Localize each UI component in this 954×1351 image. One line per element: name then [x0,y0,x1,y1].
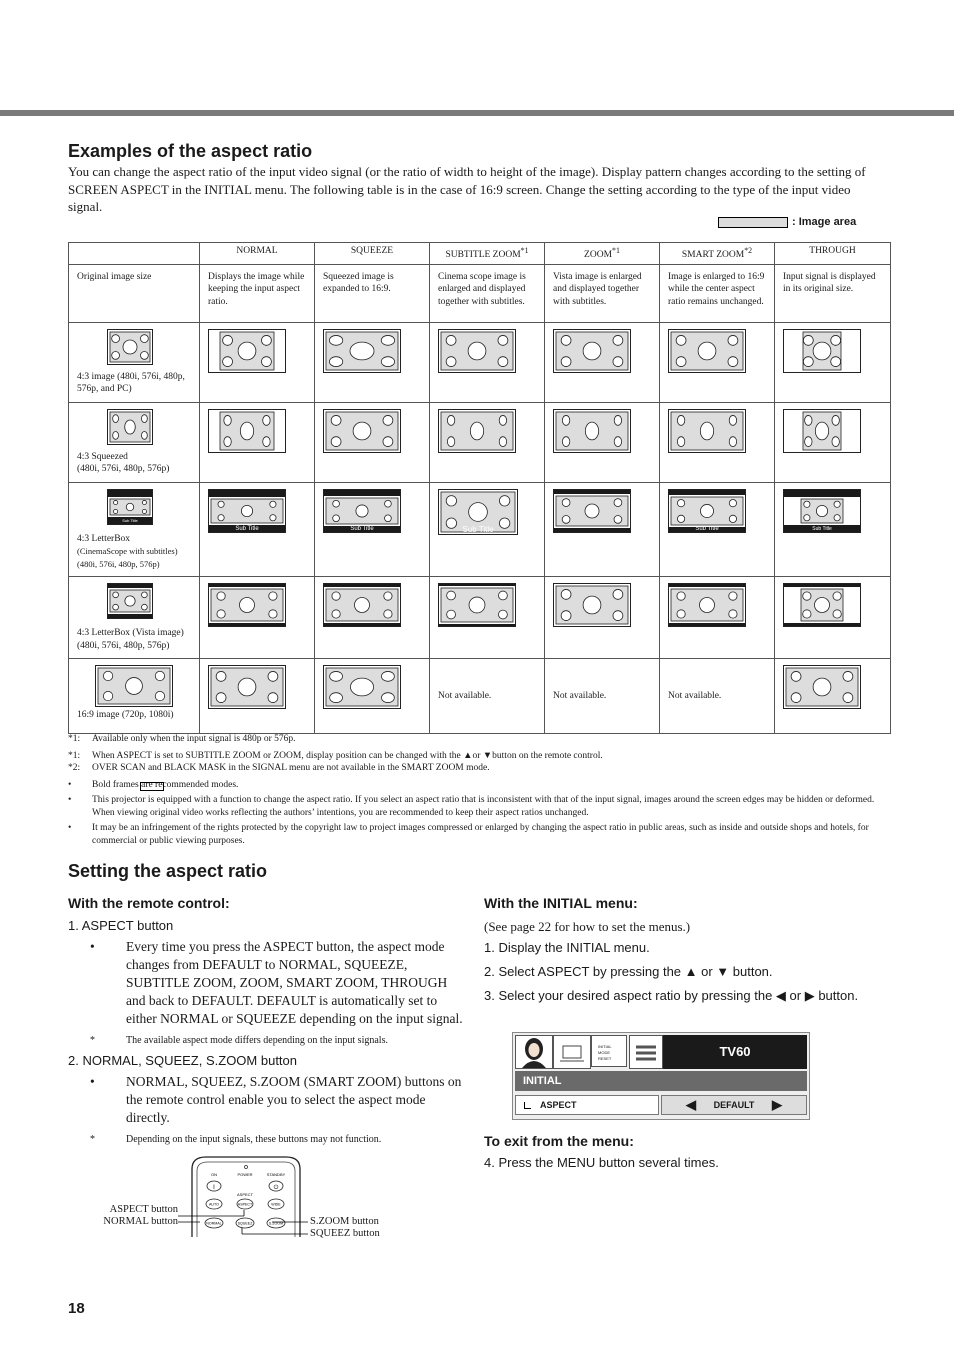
header-normal: NORMAL [200,243,315,265]
row-label-cell [69,322,200,402]
menu-steps [484,918,884,1005]
table-row [69,482,891,577]
thumb-cell [775,482,891,577]
remote-label-aspect: ASPECT [236,1192,254,1197]
image-area-thumbnail [783,489,861,533]
bullet-note: • Bold frames are recommended modes. [68,779,239,790]
image-area-thumbnail [668,329,746,373]
image-area-thumbnail [323,583,401,627]
portrait-icon [515,1035,553,1069]
item-marker-icon [524,1102,531,1109]
not-available-zoom: Not available. [545,659,660,734]
thumb-cell [430,322,545,402]
footnotes [68,733,888,847]
page-number: 18 [68,1300,85,1317]
arrow-left-icon[interactable]: ◀ [686,1097,696,1112]
image-area-thumbnail [438,489,518,535]
exit-step: 4. Press the MENU button several times. [484,1155,719,1170]
callout-szoom: S.ZOOM button [310,1216,379,1227]
desc-smart-zoom: Image is enlarged to 16:9 while the center aspect ratio remains unchanged. [660,264,775,322]
image-area-thumbnail [323,665,401,709]
row-label-cell [69,482,200,577]
footnote: *1: Available only when the input signal is 480p or 576p. [68,734,296,744]
image-area-thumbnail [783,329,861,373]
desc-subtitle-zoom: Cinema scope image is enlarged and displayed together with subtitles. [430,264,545,322]
header-smart-zoom: SMART ZOOM$^{*2}$ [660,243,775,265]
thumb-cell [430,482,545,577]
thumb-cell [660,402,775,482]
row-label: 16:9 image (720p, 1080i) [77,710,174,721]
header-through: THROUGH [775,243,891,265]
bullet-note: • This projector is equipped with a function to change the aspect ratio. If you select an aspect ratio that is inconsistent with that of the input signal, images around the screen edges may be hidden or deformed. When viewing original video works reflecting the authors’ intentions, you are recommended to keep their aspect ratios unchanged. [68,795,875,818]
step-normal: 2. NORMAL, SQUEEZ, S.ZOOM button [68,1053,298,1068]
image-area-thumbnail [107,489,153,525]
step-normal-bullet: • NORMAL, SQUEEZ, S.ZOOM (SMART ZOOM) buttons on the remote control enable you to select the aspect mode directly. [90,1074,462,1125]
header-zoom: ZOOM$^{*1}$ [545,243,660,265]
projector-icon [553,1035,591,1069]
row-label: 4:3 LetterBox [77,533,131,544]
step-aspect-note: * The available aspect mode differs depending on the input signals. [90,1035,388,1046]
model-name: TV60 [663,1035,807,1069]
row-label-cell [69,402,200,482]
image-area-thumbnail [553,583,631,627]
not-available-smart-zoom: Not available. [660,659,775,734]
remote-label-on: ON [211,1172,217,1177]
image-area-thumbnail [553,409,631,453]
thumb-cell [660,577,775,659]
image-area-thumbnail [95,665,173,707]
adjust-icon [629,1035,663,1069]
section-title-setting: Setting the aspect ratio [68,861,268,881]
aspect-table [68,242,891,734]
thumb-cell [200,482,315,577]
desc-row-label: Original image size [69,264,200,322]
image-area-thumbnail [323,489,401,533]
row-sublabel: (CinemaScope with subtitles) [77,546,178,557]
image-area-thumbnail [107,329,153,365]
remote-label-wide: WIDE [271,1202,281,1207]
footnote: *2: OVER SCAN and BLACK MASK in the SIGNAL menu are not available in the SMART ZOOM mode. [68,763,490,773]
thumb-cell [775,402,891,482]
remote-callouts-left [88,1204,178,1228]
section-title-examples: Examples of the aspect ratio [68,141,313,161]
image-area-thumbnail [323,329,401,373]
callout-aspect: ASPECT button [109,1204,178,1215]
image-area-thumbnail [783,409,861,453]
svg-text:⏻: ⏻ [273,1185,279,1191]
subtitle-text: Sub Title [235,525,259,532]
row-label: 4:3 Squeezed [77,451,128,462]
svg-text:I: I [213,1185,215,1191]
desc-through: Input signal is displayed in its original size. [775,264,891,322]
step-aspect-bullet: • Every time you press the ASPECT button, the aspect mode changes from DEFAULT to NORMAL, SQUEEZE, SUBTITLE ZOOM, ZOOM, SMART ZOOM, THROUGH and back to DEFAULT. DEFAULT is automatically set to either NORMAL or SQUEEZE depending on the input signal. [90,939,463,1026]
image-area-thumbnail [208,409,286,453]
thumb-cell [200,322,315,402]
subtitle-text: Sub Title [122,517,138,523]
subtitle-text: Sub Title [462,524,494,534]
footnote: *1: When ASPECT is set to SUBTITLE ZOOM or ZOOM, display position can be changed with the ▲or ▼button on the remote control. [68,750,603,761]
thumb-cell [775,659,891,734]
thumb-cell [660,322,775,402]
intro-paragraph: You can change the aspect ratio of the input video signal (or the ratio of width to height of the image). Display pattern changes according to the setting of SCREEN ASPECT in the INITIAL menu. The following table is in the case of 16:9 screen. Change the setting according to the type of the input video signal. [68,164,866,214]
image-area-thumbnail [438,583,516,627]
table-row [69,577,891,659]
thumb-cell [430,402,545,482]
arrow-right-icon[interactable]: ▶ [772,1097,782,1112]
thumb-cell [660,482,775,577]
remote-label-auto: AUTO [209,1202,219,1207]
osd-menu [512,1032,810,1120]
menu-step-3: 3. Select your desired aspect ratio by pressing the ◀ or ▶ button. [484,988,859,1003]
menu-item-aspect[interactable]: ASPECT [515,1095,659,1115]
row-sublabel-2: (480i, 576i, 480p, 576p) [77,558,160,569]
callout-lines [176,1200,386,1240]
thumb-cell [545,482,660,577]
remote-heading: With the remote control: [68,895,230,911]
not-available-subtitle-zoom: Not available. [430,659,545,734]
thumb-cell [315,402,430,482]
remote-label-standby: STANDBY [266,1172,286,1177]
menu-value-aspect[interactable]: ◀ DEFAULT ▶ [661,1095,807,1115]
image-area-thumbnail [208,665,286,709]
header-squeeze: SQUEEZE [315,243,430,265]
table-row [69,402,891,482]
image-area-thumbnail [553,489,631,533]
callout-normal: NORMAL button [103,1216,178,1227]
table-header-row [69,243,891,265]
remote-label-aspect-btn: ASPECT [237,1202,253,1207]
thumb-cell [545,322,660,402]
image-area-thumbnail [668,409,746,453]
image-area-thumbnail [668,489,746,533]
remote-label-power: POWER [237,1172,253,1177]
desc-normal: Displays the image while keeping the input aspect ratio. [200,264,315,322]
thumb-cell [775,322,891,402]
row-sublabel: (480i, 576i, 480p, 576p) [77,640,170,651]
subtitle-text: Sub Title [350,525,374,532]
row-label: 4:3 LetterBox (Vista image) [77,628,184,639]
image-area-thumbnail [783,583,861,627]
image-area-thumbnail [107,583,153,619]
legend-label: : Image area [792,216,857,228]
thumb-cell [315,482,430,577]
desc-zoom: Vista image is enlarged and displayed together with subtitles. [545,264,660,322]
menu-step-1: 1. Display the INITIAL menu. [484,940,650,955]
top-rule [0,110,954,116]
bold-frame-sample [140,782,164,791]
thumb-cell [545,577,660,659]
menu-step-2: 2. Select ASPECT by pressing the ▲ or ▼ button. [484,964,773,979]
menu-heading: With the INITIAL menu: [484,895,638,911]
image-area-legend [718,216,856,228]
image-area-swatch [718,217,788,228]
exit-heading: To exit from the menu: [484,1133,634,1149]
remote-steps [68,917,468,1149]
table-row [69,322,891,402]
row-sublabel: (480i, 576i, 480p, 576p) [77,464,170,475]
step-normal-note: * Depending on the input signals, these buttons may not function. [90,1134,382,1145]
subtitle-text: Sub Title [695,525,719,532]
header-empty [69,243,200,265]
remote-label-squeez: SQUEEZ [237,1221,253,1226]
thumb-cell [545,402,660,482]
image-area-thumbnail [208,329,286,373]
menu-list-icon: INITIAL MODE RESET [591,1035,627,1067]
bullet-note: • It may be an infringement of the rights protected by the copyright law to project images compressed or enlarged by changing the aspect ratio in public areas, such as inside and outside shops and hotels, for commercial or public viewing purposes. [68,823,869,846]
image-area-thumbnail [668,583,746,627]
row-label-cell [69,659,200,734]
thumb-cell [430,577,545,659]
header-subtitle-zoom: SUBTITLE ZOOM$^{*1}$ [430,243,545,265]
remote-label-szoom: S.ZOOM [268,1221,284,1226]
row-label-cell [69,577,200,659]
remote-label-normal: NORMAL [206,1221,222,1226]
thumb-cell [315,322,430,402]
image-area-thumbnail [208,583,286,627]
thumb-cell [775,577,891,659]
image-area-thumbnail [553,329,631,373]
thumb-cell [200,402,315,482]
image-area-thumbnail [438,329,516,373]
desc-squeeze: Squeezed image is expanded to 16:9. [315,264,430,322]
thumb-cell [200,659,315,734]
callout-squeez: SQUEEZ button [310,1228,380,1239]
subtitle-text: Sub Title [812,525,832,532]
image-area-thumbnail [107,409,153,445]
image-area-thumbnail [208,489,286,533]
menu-see-note: (See page 22 for how to set the menus.) [484,919,691,934]
row-label: 4:3 image (480i, 576i, 480p, 576p, and PC) [77,371,185,395]
image-area-thumbnail [323,409,401,453]
image-area-thumbnail [783,665,861,709]
description-row [69,264,891,322]
table-row [69,659,891,734]
image-area-thumbnail [438,409,516,453]
thumb-cell [315,659,430,734]
thumb-cell [200,577,315,659]
step-aspect: 1. ASPECT button [68,918,174,933]
menu-title-bar: INITIAL [515,1071,807,1091]
thumb-cell [315,577,430,659]
